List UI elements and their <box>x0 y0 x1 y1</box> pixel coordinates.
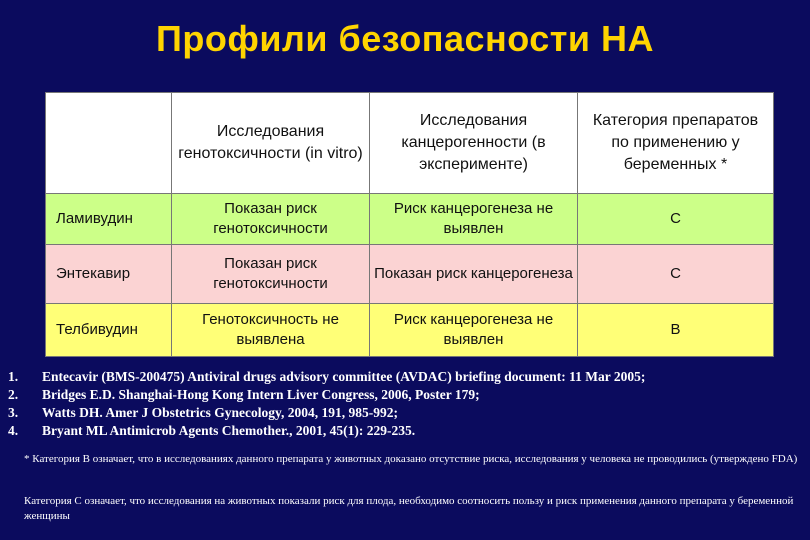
pregnancy-category-cell: C <box>578 245 774 304</box>
header-genotoxicity: Исследования генотоксичности (in vitro) <box>172 93 370 194</box>
footnote-category-c: Категория С означает, что исследования на животных показали риск для плода, необходимо соотносить пользу и риск применения данного препарата у беременной женщины <box>24 495 794 522</box>
reference-item <box>8 404 645 422</box>
reference-text: Watts DH. Amer J Obstetrics Gynecology, 2004, 191, 985-992; <box>42 405 398 420</box>
carcinogenicity-cell: Показан риск канцерогенеза <box>370 245 578 304</box>
pregnancy-category-cell: B <box>578 304 774 357</box>
footnote-category-b: * Категория В означает, что в исследованиях данного препарата у животных доказано отсутствие риска, исследования у человека не проводились (утверждено FDA) <box>24 453 798 465</box>
table-row <box>46 245 774 304</box>
reference-text: Entecavir (BMS-200475) Antiviral drugs advisory committee (AVDAC) briefing document: 11 Mar 2005; <box>42 369 646 384</box>
reference-number: 2. <box>8 387 19 402</box>
genotoxicity-cell: Показан риск генотоксичности <box>172 194 370 245</box>
slide-title: Профили безопасности НА <box>155 18 655 59</box>
reference-item <box>8 368 645 386</box>
pregnancy-category-cell: C <box>578 194 774 245</box>
table-header-row <box>46 93 774 194</box>
drug-name: Ламивудин <box>46 194 172 245</box>
reference-item <box>8 386 645 404</box>
table-row <box>46 304 774 357</box>
references-list <box>8 368 645 440</box>
table-row <box>46 194 774 245</box>
header-pregnancy-category: Категория препаратов по применению у беременных * <box>578 93 774 194</box>
drug-name: Телбивудин <box>46 304 172 357</box>
header-carcinogenicity: Исследования канцерогенности (в эксперименте) <box>370 93 578 194</box>
carcinogenicity-cell: Риск канцерогенеза не выявлен <box>370 194 578 245</box>
reference-text: Bridges E.D. Shanghai-Hong Kong Intern Liver Congress, 2006, Poster 179; <box>42 387 480 402</box>
drug-name: Энтекавир <box>46 245 172 304</box>
reference-number: 3. <box>8 405 19 420</box>
safety-profile-table <box>45 92 774 357</box>
reference-number: 1. <box>8 369 19 384</box>
reference-number: 4. <box>8 423 19 438</box>
carcinogenicity-cell: Риск канцерогенеза не выявлен <box>370 304 578 357</box>
genotoxicity-cell: Генотоксичность не выявлена <box>172 304 370 357</box>
header-empty-cell <box>46 93 172 194</box>
reference-text: Bryant ML Antimicrob Agents Chemother., 2001, 45(1): 229-235. <box>42 423 416 438</box>
genotoxicity-cell: Показан риск генотоксичности <box>172 245 370 304</box>
reference-item <box>8 422 645 440</box>
